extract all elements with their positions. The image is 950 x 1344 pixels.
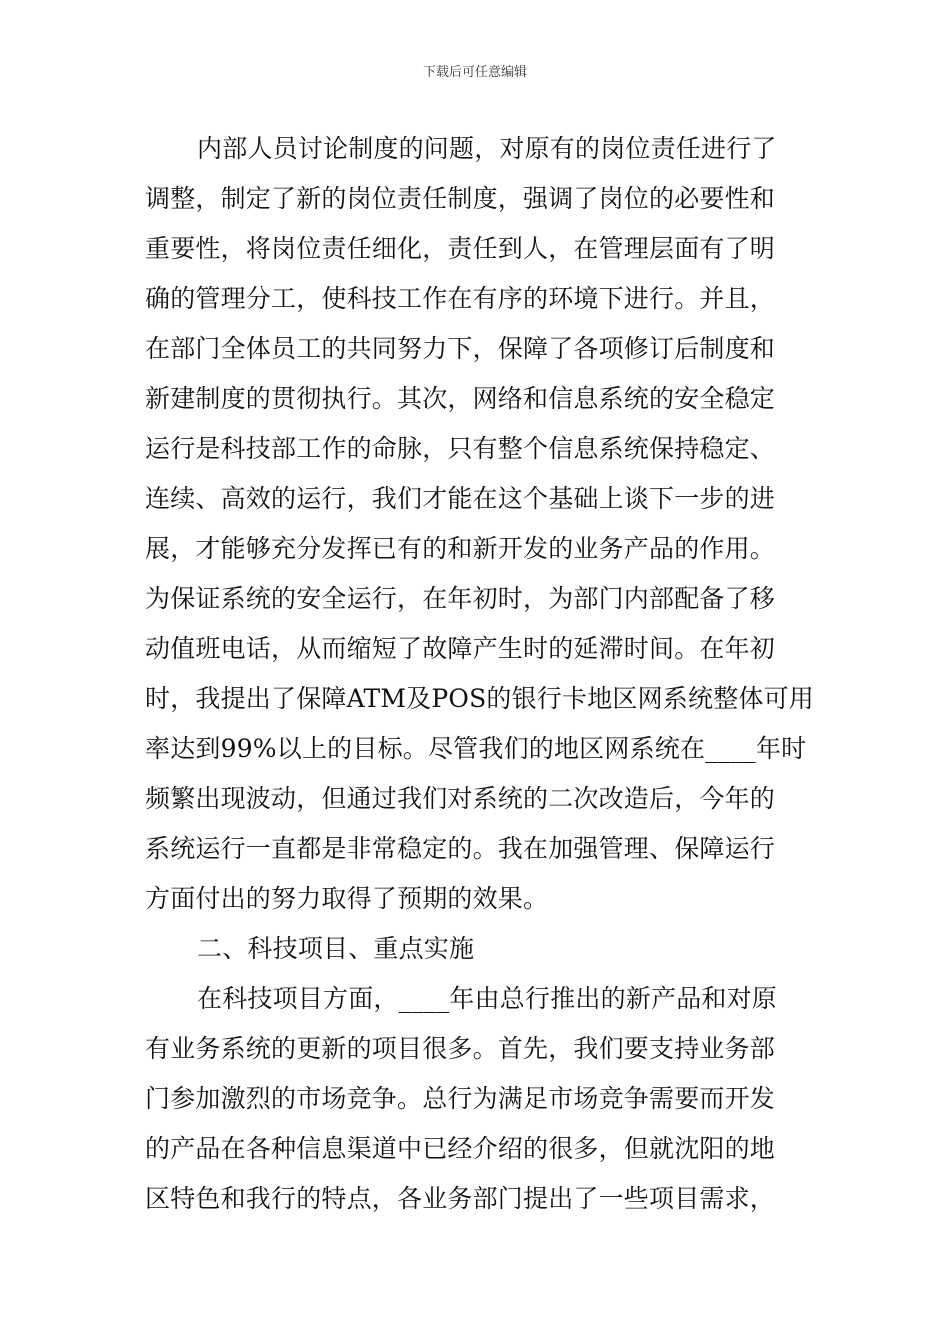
paragraph-line: 门参加激烈的市场竞争。总行为满足市场竞争需要而开发 [145, 1084, 776, 1113]
paragraph-line: 为保证系统的安全运行，在年初时，为部门内部配备了移 [145, 584, 776, 613]
paragraph-line: 有业务系统的更新的项目很多。首先，我们要支持业务部 [145, 1034, 776, 1063]
paragraph-line: 展，才能够充分发挥已有的和新开发的业务产品的作用。 [145, 534, 776, 563]
paragraph-line: 在部门全体员工的共同努力下，保障了各项修订后制度和 [145, 334, 776, 363]
paragraph-line: 的产品在各种信息渠道中已经介绍的很多，但就沈阳的地 [145, 1134, 776, 1163]
paragraph-line: 率达到99%以上的目标。尽管我们的地区网系统在____年时 [145, 734, 807, 763]
paragraph-line: 时，我提出了保障ATM及POS的银行卡地区网系统整体可用 [145, 684, 815, 713]
paragraph-line: 重要性，将岗位责任细化，责任到人，在管理层面有了明 [145, 234, 776, 263]
paragraph-line: 动值班电话，从而缩短了故障产生时的延滞时间。在年初 [145, 634, 776, 663]
paragraph-line: 频繁出现波动，但通过我们对系统的二次改造后，今年的 [145, 784, 776, 813]
paragraph-line: 确的管理分工，使科技工作在有序的环境下进行。并且， [145, 284, 776, 313]
document-body [145, 124, 815, 1224]
paragraph-line: 内部人员讨论制度的问题，对原有的岗位责任进行了 [197, 134, 777, 163]
paragraph-line: 系统运行一直都是非常稳定的。我在加强管理、保障运行 [145, 834, 776, 863]
paragraph-line: 方面付出的努力取得了预期的效果。 [145, 884, 549, 913]
paragraph-line: 在科技项目方面，____年由总行推出的新产品和对原 [197, 984, 778, 1013]
paragraph-line: 运行是科技部工作的命脉，只有整个信息系统保持稳定、 [145, 434, 776, 463]
paragraph-line: 新建制度的贯彻执行。其次，网络和信息系统的安全稳定 [145, 384, 776, 413]
paragraph-line: 调整，制定了新的岗位责任制度，强调了岗位的必要性和 [145, 184, 776, 213]
section-heading: 二、科技项目、重点实施 [197, 934, 475, 963]
page-header: 下载后可任意编辑 [422, 65, 527, 80]
paragraph-line: 连续、高效的运行，我们才能在这个基础上谈下一步的进 [145, 484, 776, 513]
paragraph-line: 区特色和我行的特点，各业务部门提出了一些项目需求， [145, 1184, 776, 1213]
